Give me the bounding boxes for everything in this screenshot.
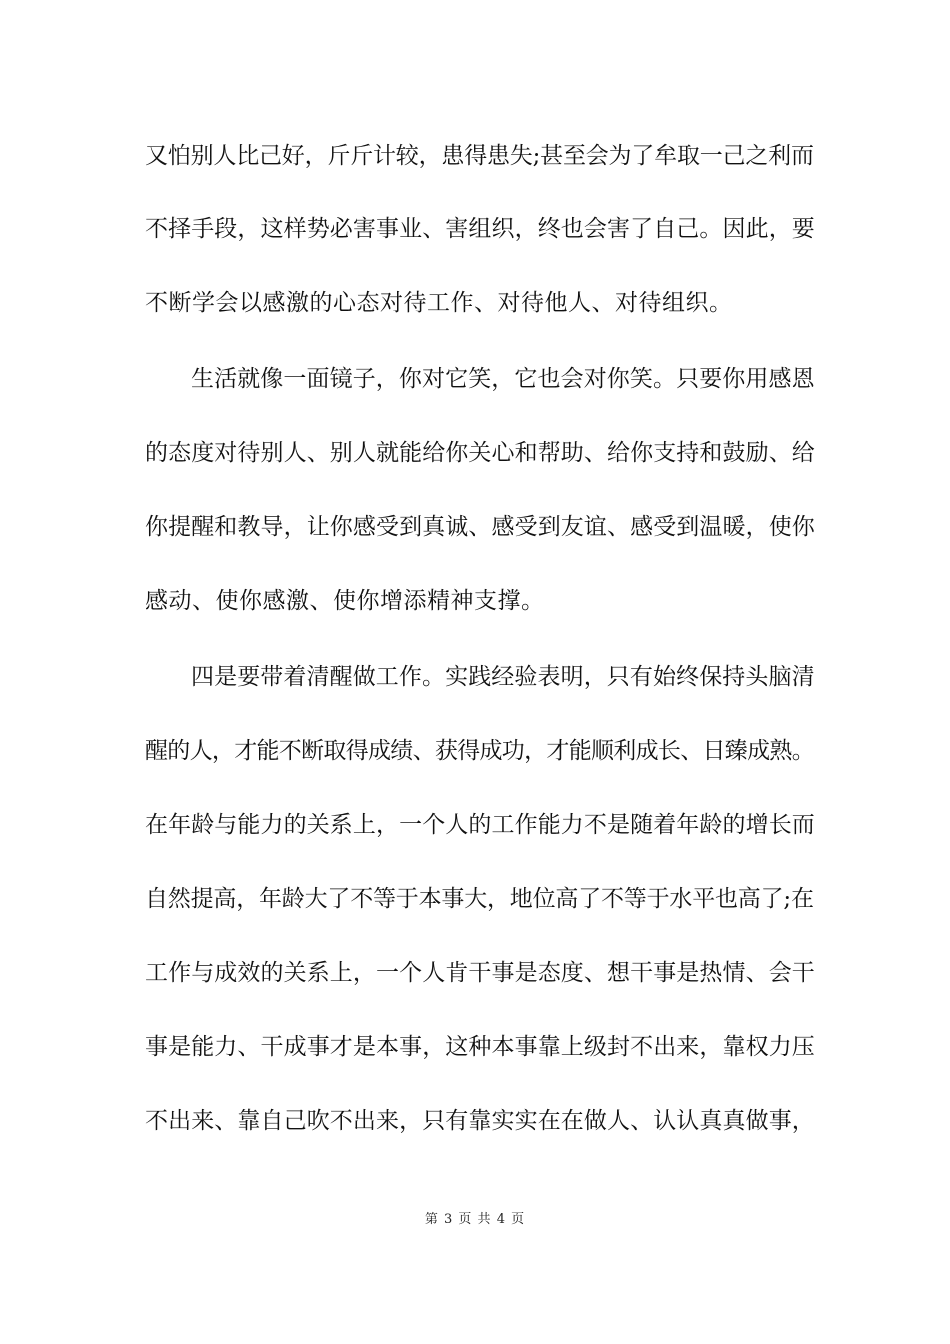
body-text-line: 生活就像一面镜子，你对它笑，它也会对你笑。只要你用感恩	[191, 366, 815, 392]
page-number-footer: 第 3 页 共 4 页	[424, 1212, 526, 1227]
body-text-line: 在年龄与能力的关系上，一个人的工作能力不是随着年龄的增长而	[145, 812, 815, 838]
body-text-line: 不出来、靠自己吹不出来，只有靠实实在在做人、认认真真做事，	[145, 1108, 815, 1134]
body-text-line: 感动、使你感激、使你增添精神支撑。	[145, 588, 545, 614]
body-text-line: 醒的人，才能不断取得成绩、获得成功，才能顺利成长、日臻成熟。	[145, 738, 815, 764]
body-text-line: 事是能力、干成事才是本事，这种本事靠上级封不出来，靠权力压	[145, 1034, 815, 1060]
body-text-line: 不断学会以感激的心态对待工作、对待他人、对待组织。	[145, 290, 733, 316]
body-text-line: 的态度对待别人、别人就能给你关心和帮助、给你支持和鼓励、给	[145, 440, 815, 466]
body-text-line: 你提醒和教导，让你感受到真诚、感受到友谊、感受到温暖，使你	[145, 514, 815, 540]
body-text-line: 又怕别人比己好，斤斤计较，患得患失;甚至会为了牟取一己之利而	[145, 143, 814, 169]
body-text-line: 自然提高，年龄大了不等于本事大，地位高了不等于水平也高了;在	[145, 886, 814, 912]
body-text-line: 工作与成效的关系上，一个人肯干事是态度、想干事是热情、会干	[145, 960, 815, 986]
body-text-line: 四是要带着清醒做工作。实践经验表明，只有始终保持头脑清	[191, 664, 815, 690]
body-text-line: 不择手段，这样势必害事业、害组织，终也会害了自己。因此，要	[145, 216, 815, 242]
